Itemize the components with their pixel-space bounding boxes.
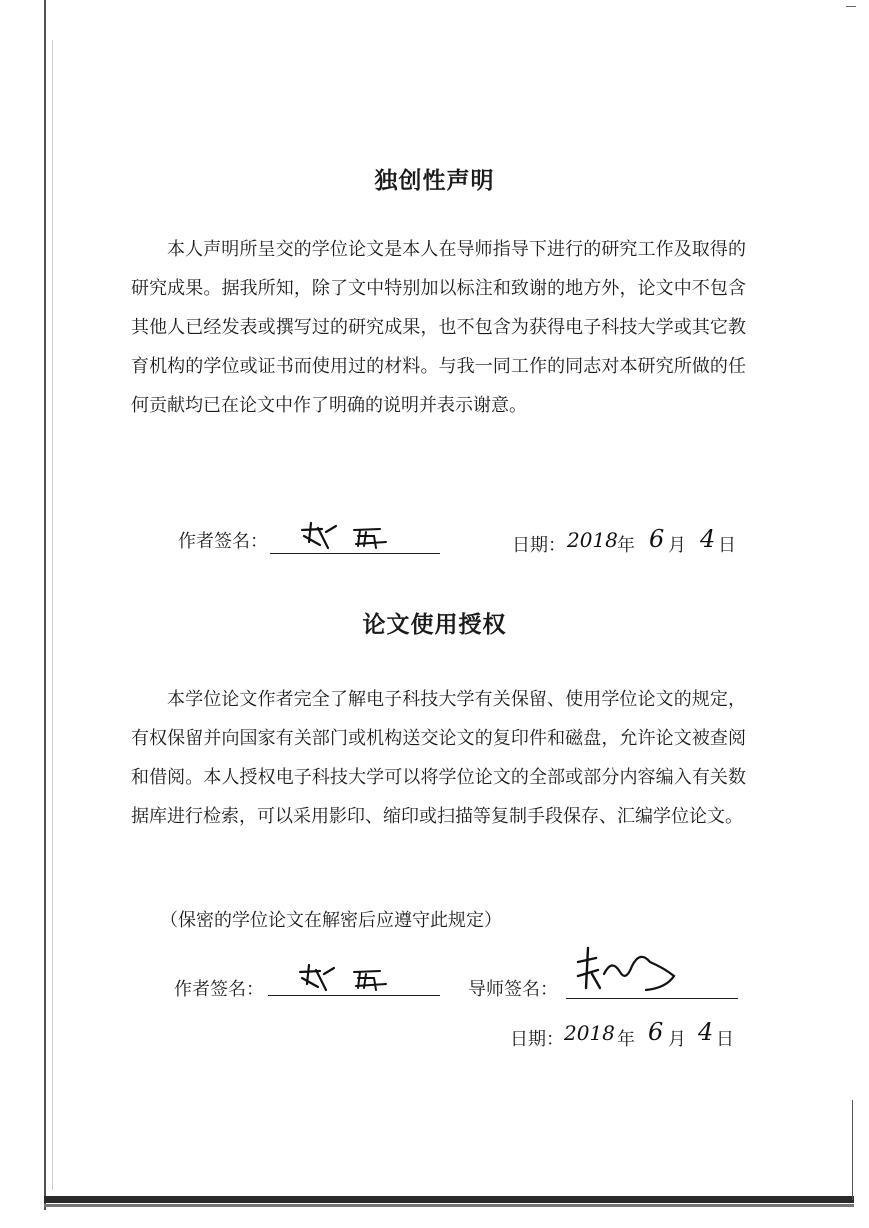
authorization-date-month: 6 [648, 1018, 664, 1046]
scan-mark [846, 6, 856, 7]
declaration-date-label: 日期： [512, 535, 566, 556]
scan-edge-bottom-shadow [44, 1204, 854, 1207]
authorization-title: 论文使用授权 [362, 612, 507, 638]
declaration-day-unit: 日 [718, 535, 736, 556]
declaration-author-signature [296, 520, 396, 554]
authorization-advisor-label: 导师签名： [468, 979, 558, 1000]
declaration-title: 独创性声明 [374, 168, 495, 194]
authorization-date-label: 日期： [510, 1029, 564, 1050]
authorization-date-day: 4 [698, 1018, 714, 1046]
authorization-year-unit: 年 [617, 1029, 635, 1050]
declaration-month-unit: 月 [668, 535, 686, 556]
authorization-author-label: 作者签名： [174, 979, 264, 1000]
authorization-month-unit: 月 [668, 1029, 686, 1050]
scan-edge-right [852, 1100, 853, 1200]
declaration-date-year: 2018 [567, 528, 618, 552]
authorization-author-signature [294, 962, 404, 996]
declaration-body: 本人声明所呈交的学位论文是本人在导师指导下进行的研究工作及取得的研究成果。据我所知，除了文中特别加以标注和致谢的地方外，论文中不包含其他人已经发表或撰写过的研究成果，也不包含为获得电子科技大学或其它教育机构的学位或证书而使用过的材料。与我一同工作的同志对本研究所做的任何贡献均已在论文中作了明确的说明并表示谢意。 [131, 239, 746, 416]
authorization-note: （保密的学位论文在解密后应遵守此规定） [160, 910, 502, 931]
declaration-year-unit: 年 [617, 535, 635, 556]
declaration-date-day: 4 [700, 525, 716, 553]
authorization-advisor-signature [574, 944, 684, 996]
declaration-date-month: 6 [649, 525, 665, 553]
scan-edge-bottom [44, 1196, 854, 1203]
authorization-advisor-line [566, 998, 738, 999]
authorization-date-year: 2018 [564, 1021, 615, 1045]
declaration-author-label: 作者签名： [178, 531, 268, 552]
authorization-day-unit: 日 [716, 1029, 734, 1050]
authorization-body: 本学位论文作者完全了解电子科技大学有关保留、使用学位论文的规定，有权保留并向国家有关部门或机构送交论文的复印件和磁盘，允许论文被查阅和借阅。本人授权电子科技大学可以将学位论文的全部或部分内容编入有关数据库进行检索，可以采用影印、缩印或扫描等复制手段保存、汇编学位论文。 [131, 689, 746, 827]
